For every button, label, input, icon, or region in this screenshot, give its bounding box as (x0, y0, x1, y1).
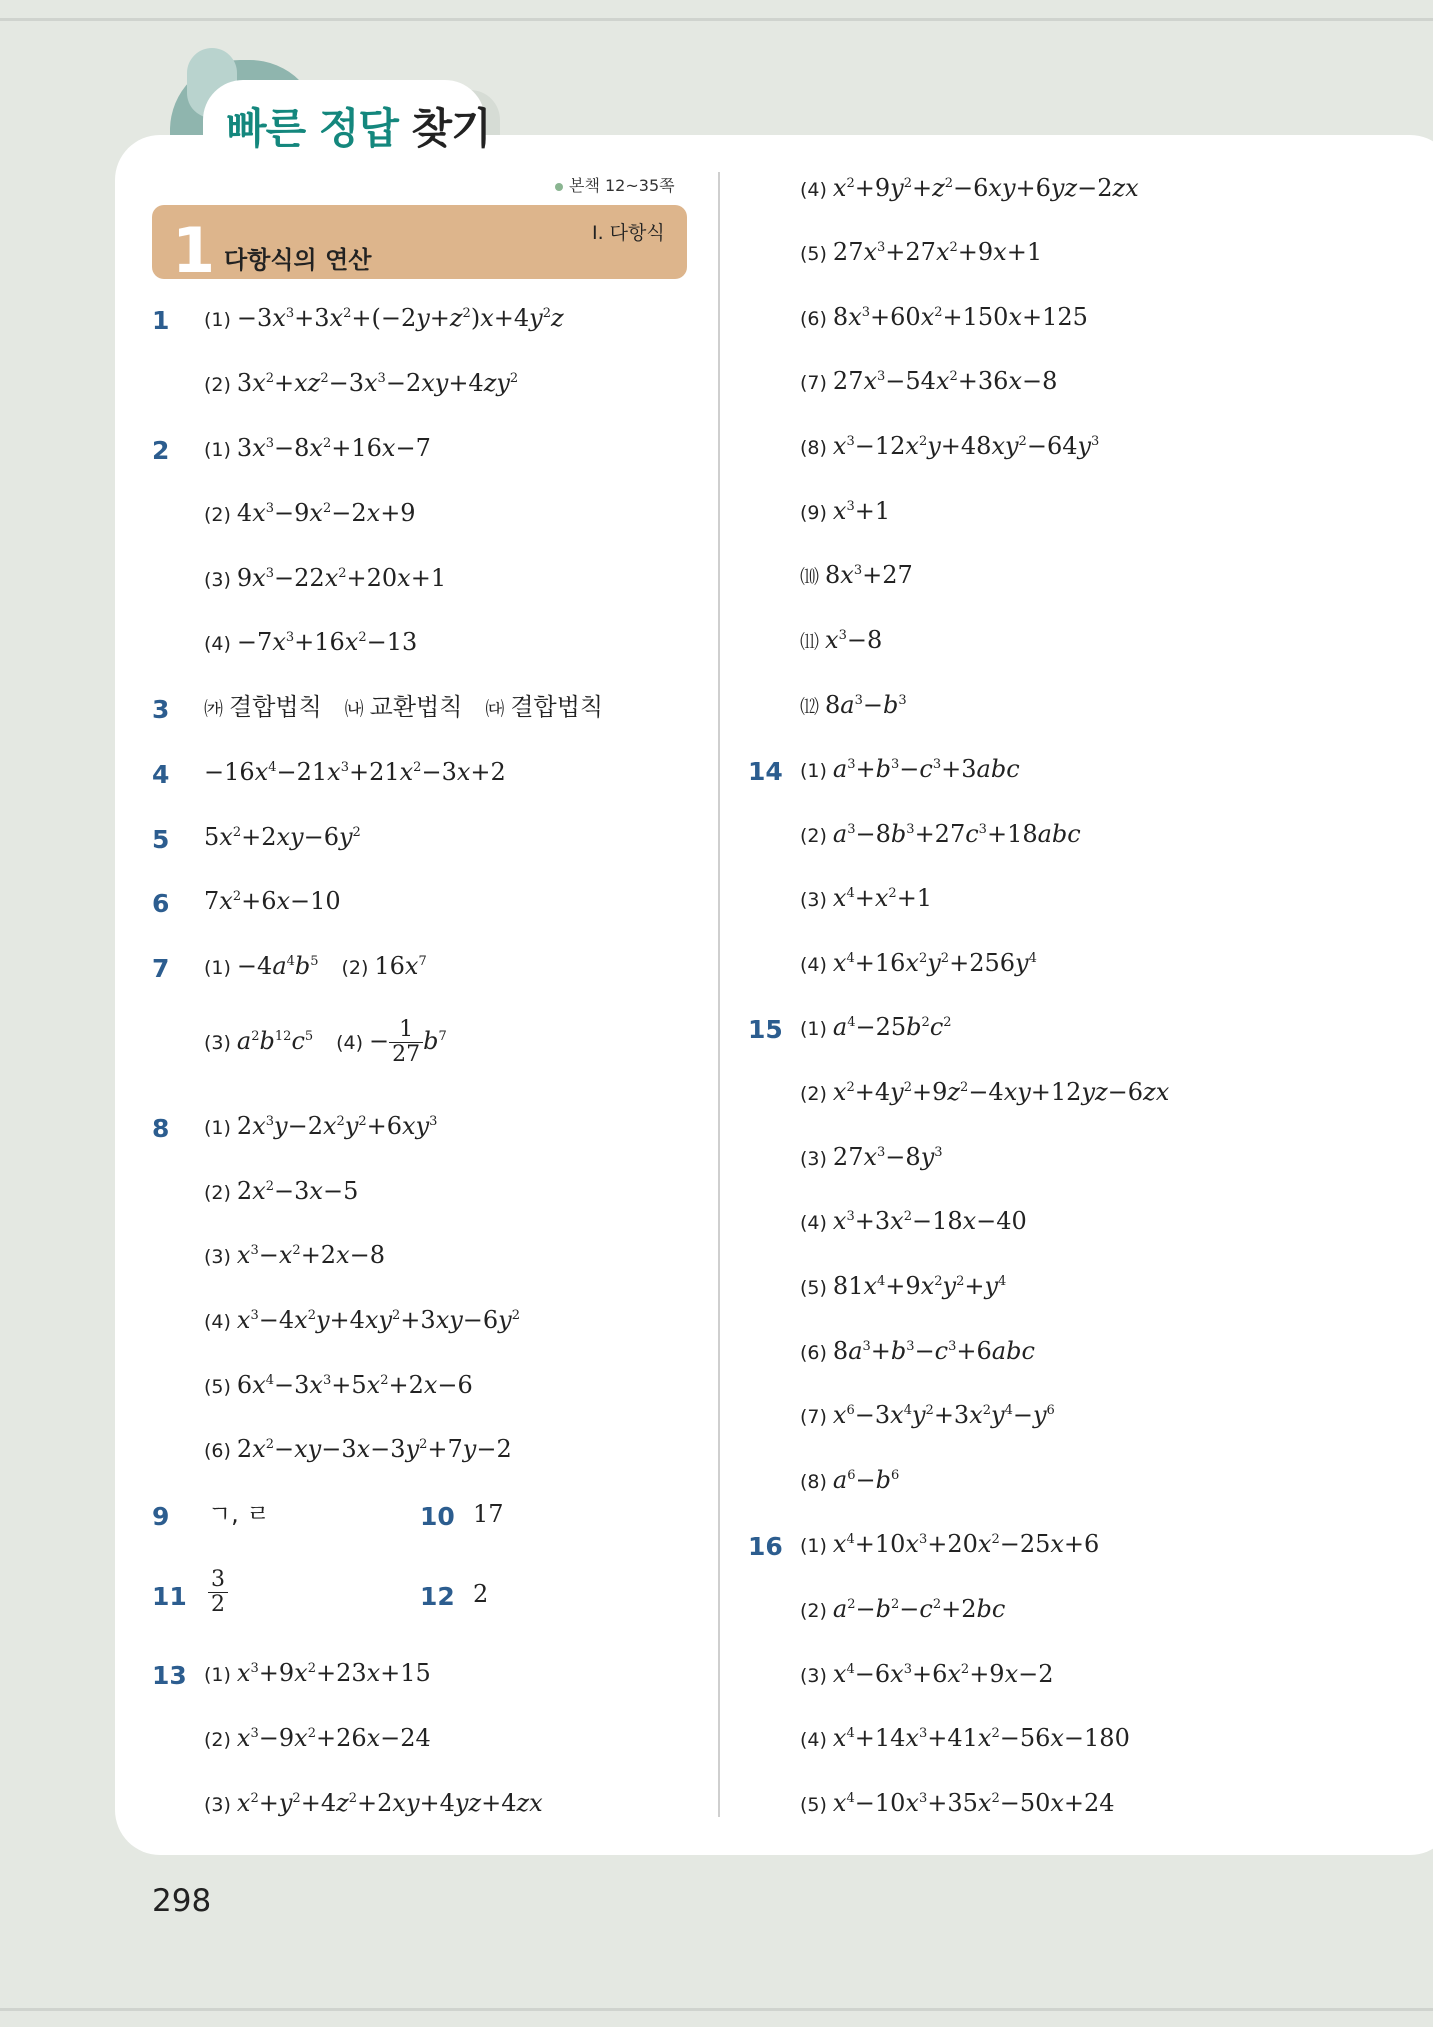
answer-line: (1) $a^4-25b^2c^2$ (800, 1013, 952, 1041)
answer-line: ㈎ 결합법칙 ㈏ 교환법칙 ㈐ 결합법칙 (204, 693, 604, 721)
answer-line: (5) $6x^4-3x^3+5x^2+2x-6$ (204, 1371, 473, 1399)
answer-line: (1) $x^4+10x^3+20x^2-25x+6$ (800, 1530, 1100, 1558)
answer-line: 17 (473, 1500, 504, 1528)
answer-line: (3) $27x^3-8y^3$ (800, 1143, 943, 1171)
answer-line: (2) $2x^2-3x-5$ (204, 1177, 359, 1205)
answer-line: $5x^2+2xy-6y^2$ (204, 823, 361, 851)
problem-number: 11 (152, 1582, 187, 1611)
answer-line: (6) $2x^2-xy-3x-3y^2+7y-2$ (204, 1435, 512, 1463)
answer-line: (2) $x^3-9x^2+26x-24$ (204, 1724, 431, 1752)
answer-line: (2) $a^3-8b^3+27c^3+18abc$ (800, 820, 1081, 848)
answer-line: (4) $x^3-4x^2y+4xy^2+3xy-6y^2$ (204, 1306, 521, 1334)
problem-number: 7 (152, 954, 170, 983)
section-number: 1 (172, 214, 216, 287)
answer-line: $-16x^4-21x^3+21x^2-3x+2$ (204, 758, 506, 786)
answer-line: (3) $a^2b^{12}c^5$ (4) − $\frac{1}{27}$ $b^7$ (204, 1017, 447, 1067)
page-title: 빠른 정답 찾기 (226, 104, 491, 153)
answer-line: (1) $x^3+9x^2+23x+15$ (204, 1659, 431, 1687)
answer-line: ⑽ $8x^3+27$ (800, 561, 913, 589)
problem-number: 6 (152, 889, 170, 918)
problem-number: 5 (152, 825, 170, 854)
problem-number: 12 (420, 1582, 455, 1611)
bottom-rule (0, 2008, 1433, 2011)
answer-line: (3) $x^3-x^2+2x-8$ (204, 1241, 386, 1269)
answer-line: (6) $8x^3+60x^2+150x+125$ (800, 303, 1088, 331)
answer-line: $7x^2+6x-10$ (204, 887, 341, 915)
problem-number: 9 (152, 1502, 170, 1531)
problem-number: 10 (420, 1502, 455, 1531)
answer-line: (8) $x^3-12x^2y+48xy^2-64y^3$ (800, 432, 1100, 460)
problem-number: 3 (152, 695, 170, 724)
answer-line: (8) $a^6-b^6$ (800, 1466, 900, 1494)
fraction: $\frac{3}{2}$ (208, 1568, 228, 1617)
bullet-icon (555, 183, 563, 191)
problem-number: 2 (152, 436, 170, 465)
answer-line: $(4) -7x^3+16x^2-13$ (204, 628, 418, 656)
fraction: $\frac{1}{27}$ (389, 1018, 423, 1067)
top-rule (0, 18, 1433, 21)
answer-line: (9) $x^3+1$ (800, 497, 891, 525)
answer-line: 2 (473, 1580, 489, 1608)
answer-line: (3) $x^4+x^2+1$ (800, 884, 933, 912)
problem-number: 1 (152, 306, 170, 335)
reference-note: 본책 12~35쪽 (555, 173, 675, 196)
problem-number: 14 (748, 757, 783, 786)
answer-line: (2) $3x^2+xz^2-3x^3-2xy+4zy^2$ (204, 369, 519, 397)
answer-line: (3) $x^4-6x^3+6x^2+9x-2$ (800, 1660, 1054, 1688)
answer-line: (4) $x^4+16x^2y^2+256y^4$ (800, 949, 1037, 977)
answer-line: (1) $3x^3-8x^2+16x-7$ (204, 434, 431, 462)
answer-line: (5) $27x^3+27x^2+9x+1$ (800, 238, 1043, 266)
answer-line: (1) $2x^3y-2x^2y^2+6xy^3$ (204, 1112, 438, 1140)
problem-number: 4 (152, 760, 170, 789)
answer-line: (5) $81x^4+9x^2y^2+y^4$ (800, 1272, 1007, 1300)
answer-line: ⑿ $8a^3-b^3$ (800, 691, 907, 719)
answer-line: (3) $9x^3-22x^2+20x+1$ (204, 564, 447, 592)
answer-line: (6) $8a^3+b^3-c^3+6abc$ (800, 1337, 1035, 1365)
answer-line: $(1) -4a^4b^5$ (2) $16x^7$ (204, 952, 427, 980)
answer-line: (5) $x^4-10x^3+35x^2-50x+24$ (800, 1789, 1115, 1817)
answer-line: $(1) -3x^3+3x^2+(-2y+z^2)x+4y^2z$ (204, 304, 564, 332)
answer-line: (4) $x^3+3x^2-18x-40$ (800, 1207, 1027, 1235)
answer-line: ㄱ, ㄹ (208, 1500, 270, 1528)
answer-line: (2) $a^2-b^2-c^2+2bc$ (800, 1595, 1006, 1623)
answer-line: (4) $x^4+14x^3+41x^2-56x-180$ (800, 1724, 1130, 1752)
problem-number: 13 (152, 1661, 187, 1690)
section-title: 다항식의 연산 (224, 246, 372, 274)
answer-line: ⑾ $x^3-8$ (800, 626, 883, 654)
problem-number: 8 (152, 1114, 170, 1143)
answer-line: (7) $27x^3-54x^2+36x-8$ (800, 367, 1058, 395)
answer-line: (1) $a^3+b^3-c^3+3abc$ (800, 755, 1020, 783)
answer-line: (2) $x^2+4y^2+9z^2-4xy+12yz-6zx$ (800, 1078, 1170, 1106)
answer-line: (3) $x^2+y^2+4z^2+2xy+4yz+4zx$ (204, 1789, 543, 1817)
answer-line: (7) $x^6-3x^4y^2+3x^2y^4-y^6$ (800, 1401, 1055, 1429)
problem-number: 15 (748, 1015, 783, 1044)
unit-label: Ⅰ. 다항식 (592, 222, 665, 244)
answer-line: (4) $x^2+9y^2+z^2-6xy+6yz-2zx$ (800, 174, 1139, 202)
answer-line (208, 1568, 228, 1617)
problem-number: 16 (748, 1532, 783, 1561)
column-divider (718, 172, 720, 1817)
answer-line: (2) $4x^3-9x^2-2x+9$ (204, 499, 416, 527)
page-number: 298 (152, 1883, 212, 1919)
